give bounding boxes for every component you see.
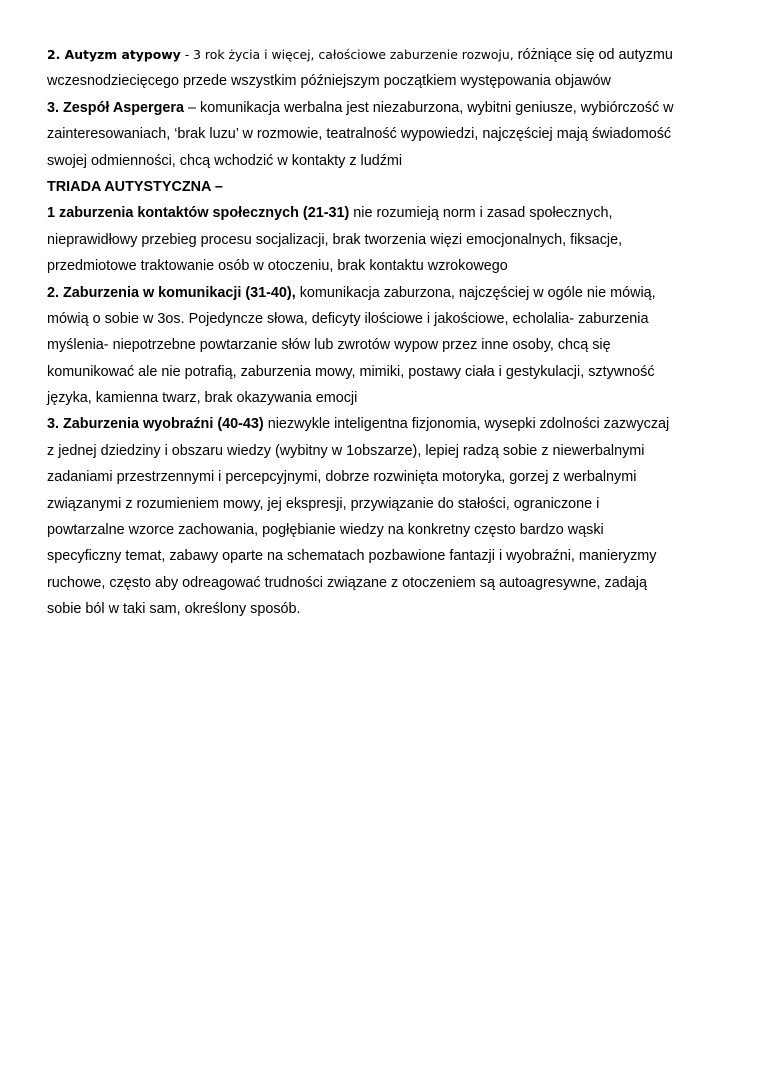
atypical-line-2: wczesnodziecięcego przede wszystkim późniejszym początkiem występowania objawów (47, 73, 611, 90)
triad-item1-line-2: nieprawidłowy przebieg procesu socjalizacji, brak tworzenia więzi emocjonalnych, fiksacje, (47, 231, 623, 248)
triad-item3-heading: 3. Zaburzenia wyobraźni (40-43) (47, 416, 264, 433)
triad-item2-line-5: języka, kamienna twarz, brak okazywania emocji (47, 390, 358, 407)
triad-item3-line-4: związanymi z rozumieniem mowy, jej ekspresji, przywiązanie do stałości, ograniczone i (47, 495, 600, 512)
asperger-line-1 (47, 95, 730, 121)
triad-item1-line-3: przedmiotowe traktowanie osób w otoczeniu, brak kontaktu wzrokowego (47, 258, 508, 275)
asperger-heading: 3. Zespół Aspergera (47, 99, 185, 116)
triad-item2-line-1 (47, 280, 730, 306)
triad-item3-text: niezwykle inteligentna fizjonomia, wysepki zdolności zazwyczaj (263, 416, 670, 433)
triad-item3-line-5: powtarzalne wzorce zachowania, pogłębianie wiedzy na konkretny często bardzo wąski (47, 522, 604, 539)
atypical-line-1 (47, 42, 730, 68)
triad-item2-line-4: komunikować ale nie potrafią, zaburzenia mowy, mimiki, postawy ciała i gestykulacji, sztywność (47, 363, 655, 380)
triad-item1-heading: 1 zaburzenia kontaktów społecznych (21-31) (47, 205, 350, 222)
atypical-text-calibri: - 3 rok życia i więcej, całościowe zaburzenie rozwoju, (180, 47, 514, 62)
triad-item3-line-6: specyficzny temat, zabawy oparte na schematach pozbawione fantazji i wyobraźni, manieryzmy (47, 548, 657, 565)
triad-title: TRIADA AUTYSTYCZNA – (47, 178, 223, 195)
asperger-line-2: zainteresowaniach, ‘brak luzu’ w rozmowie, teatralność wypowiedzi, najczęściej mają świadomość (47, 126, 672, 143)
document-page (47, 42, 730, 623)
asperger-text: – komunikacja werbalna jest niezaburzona, wybitni geniusze, wybiórczość w (184, 99, 674, 116)
triad-item3-line-2: z jednej dziedziny i obszaru wiedzy (wybitny w 1obszarze), lepiej radzą sobie z niewerbalnymi (47, 442, 645, 459)
triad-item2-heading: 2. Zaburzenia w komunikacji (31-40), (47, 284, 296, 301)
atypical-text-rest: różniące się od autyzmu (513, 47, 673, 63)
triad-item2-line-2: mówią o sobie w 3os. Pojedyncze słowa, deficyty ilościowe i jakościowe, echolalia- zaburzenia (47, 310, 649, 327)
triad-item3-line-1 (47, 411, 730, 437)
triad-item1-text: nie rozumieją norm i zasad społecznych, (349, 205, 613, 222)
triad-item3-line-8: sobie ból w taki sam, określony sposób. (47, 601, 301, 618)
triad-item3-line-7: ruchowe, często aby odreagować trudności związane z otoczeniem są autoagresywne, zadają (47, 574, 647, 591)
triad-item2-text: komunikacja zaburzona, najczęściej w ogóle nie mówią, (295, 284, 656, 301)
triad-item3-line-3: zadaniami przestrzennymi i percepcyjnymi, dobrze rozwinięta motoryka, gorzej z werbalnymi (47, 469, 637, 486)
asperger-line-3: swojej odmienności, chcą wchodzić w kontakty z ludźmi (47, 152, 403, 169)
atypical-heading: 2. Autyzm atypowy (47, 47, 181, 62)
triad-item2-line-3: myślenia- niepotrzebne powtarzanie słów lub zwrotów wypow przez inne osoby, chcą się (47, 337, 611, 354)
triad-item1-line-1 (47, 200, 730, 226)
